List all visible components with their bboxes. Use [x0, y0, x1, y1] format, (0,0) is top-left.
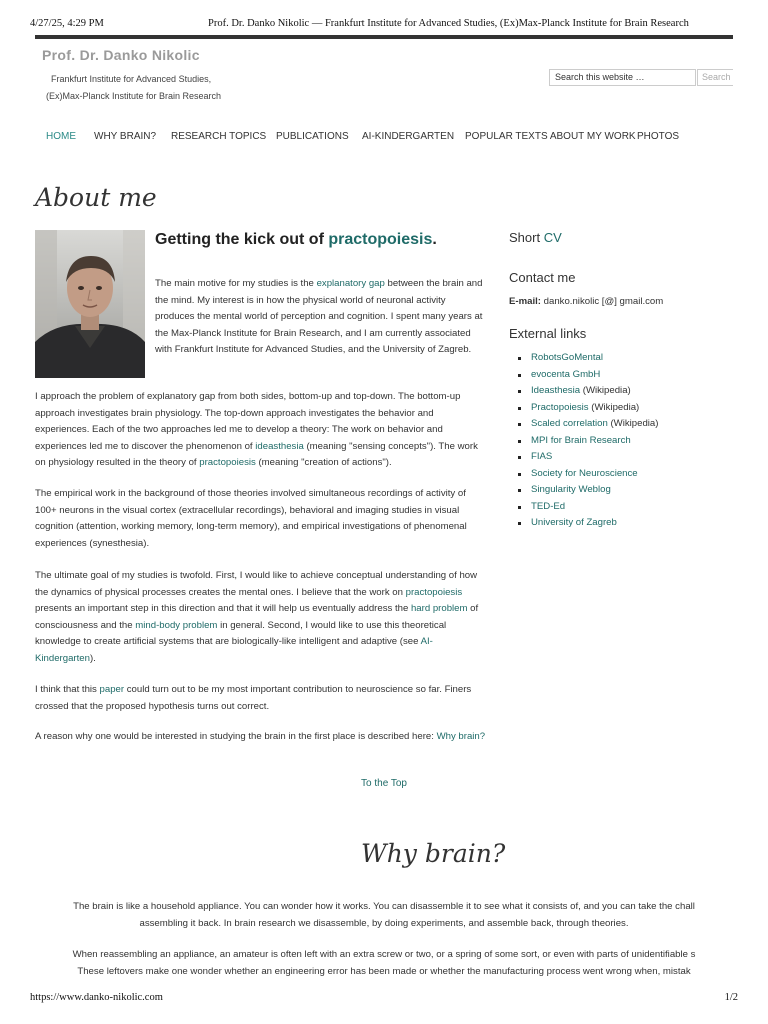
print-page-number: 1/2 [724, 992, 738, 1003]
nav-why-brain[interactable]: WHY BRAIN? [94, 131, 157, 142]
external-links-list [518, 350, 658, 532]
nav-home[interactable]: HOME [46, 131, 76, 142]
portrait-photo [35, 230, 145, 378]
external-link-item [518, 367, 658, 384]
about-paragraph-6: A reason why one would be interested in studying the brain in the first place is described here: Why brain? [35, 731, 486, 742]
external-link-item [518, 515, 658, 532]
external-link-item [518, 383, 658, 400]
inline-link-ideasthesia[interactable]: ideasthesia [255, 440, 304, 452]
cv-link[interactable]: CV [543, 230, 562, 245]
nav-popular-texts[interactable]: POPULAR TEXTS ABOUT MY WORK [465, 131, 636, 142]
headline-period: . [432, 231, 437, 248]
search-input[interactable]: Search this website … [549, 69, 696, 86]
headline-practopoiesis-link[interactable]: practopoiesis [328, 231, 433, 248]
short-cv-heading [509, 230, 562, 245]
short-cv-text: Short [509, 230, 544, 245]
link-university-zagreb[interactable]: University of Zagreb [531, 517, 617, 528]
nav-photos[interactable]: PHOTOS [637, 131, 680, 142]
why-p1-line-2: assembling it back. In brain research we disassemble, by doing experiments, and assemble back, through theories. [139, 917, 629, 929]
link-sfn[interactable]: Society for Neuroscience [531, 467, 638, 479]
contact-heading: Contact me [509, 270, 576, 285]
about-paragraph-5: I think that this paper could turn out to be my most important contribution to neuroscience so far. Finers crossed that the proposed hypothesis turns out correct. [35, 684, 472, 712]
link-note: (Wikipedia) [607, 418, 659, 429]
site-title[interactable]: Prof. Dr. Danko Nikolic [42, 47, 200, 63]
link-scaled-correlation[interactable]: Scaled correlation [531, 418, 608, 429]
print-page-title: Prof. Dr. Danko Nikolic — Frankfurt Institute for Advanced Studies, (Ex)Max-Planck Institute for Brain Research [208, 18, 689, 29]
link-singularity-weblog[interactable]: Singularity Weblog [531, 484, 611, 495]
link-robotsgomental[interactable]: RobotsGoMental [531, 352, 603, 363]
external-link-item [518, 400, 658, 417]
about-paragraph-2: I approach the problem of explanatory gap from both sides, bottom-up and top-down. The bottom-up approach investigates brain physiology. The top-down approach investigates the behavior and experiences. Each of the two approaches led me to develop a theory: The work on behavior and experiences led me to discover the phenomenon of ideasthesia (meaning "sensing concepts"). The work on physiology resulted in the theory of practopoiesis (meaning "creation of actions"). [35, 391, 478, 468]
link-note: (Wikipedia) [580, 385, 631, 396]
about-paragraph-4: The ultimate goal of my studies is twofold. First, I would like to achieve conceptual understanding of how the dynamics of physical processes creates the mental ones. I believe that the work on practopoiesis presents an important step in this direction and that it will help us eventually address the hard problem of consciousness and the mind-body problem in general. Second, I would like to use this theoretical knowledge to create artificial systems that are biologically-like intelligent and adaptive (see AI-Kindergarten). [35, 570, 479, 664]
about-headline [155, 231, 437, 249]
link-practopoiesis[interactable]: Practopoiesis [531, 401, 589, 413]
inline-link-explanatory-gap[interactable]: explanatory gap [316, 278, 385, 289]
why-brain-heading: Why brain? [361, 839, 506, 868]
to-top-row [0, 778, 768, 789]
why-paragraph-2 [35, 947, 733, 980]
inline-link-practopoiesis[interactable]: practopoiesis [405, 586, 463, 598]
email-label: E-mail: [509, 296, 541, 307]
inline-link-ai-kindergarten[interactable]: AI-Kindergarten [35, 636, 433, 664]
link-ideasthesia[interactable]: Ideasthesia [531, 385, 581, 396]
why-paragraph-1 [35, 899, 733, 932]
external-links-heading: External links [509, 326, 587, 341]
about-paragraph-3: The empirical work in the background of those theories involved simultaneous recordings of activity of 100+ neurons in the visual cortex (extracellular recordings), behavioral and imaging studies in visual cognition (attention, working memory, long-term memory), and empirical investigations of phenomenal experiences (synesthesia). [35, 488, 467, 549]
external-link-item [518, 350, 658, 367]
external-link-item [518, 466, 658, 483]
external-link-item [518, 416, 658, 433]
print-url: https://www.danko-nikolic.com [30, 992, 163, 1003]
to-top-link[interactable]: To the Top [361, 778, 407, 789]
nav-publications[interactable]: PUBLICATIONS [276, 131, 349, 142]
link-evocenta[interactable]: evocenta GmbH [531, 368, 601, 380]
inline-link-why-brain[interactable]: Why brain? [436, 731, 486, 742]
external-link-item [518, 433, 658, 450]
inline-link-hard-problem[interactable]: hard problem [410, 603, 468, 614]
email-value: danko.nikolic [@] gmail.com [543, 296, 664, 307]
headline-text: Getting the kick out of [155, 231, 329, 248]
why-p1-line-1: The brain is like a household appliance. You can wonder how it works. You can disassemble it to see what it consists of, and you can take the chall [73, 901, 695, 912]
external-link-item [518, 449, 658, 466]
link-ted-ed[interactable]: TED-Ed [531, 500, 566, 512]
external-link-item [518, 499, 658, 516]
about-heading: About me [35, 183, 157, 212]
header-rule [35, 35, 733, 39]
nav-research-topics[interactable]: RESEARCH TOPICS [171, 131, 267, 142]
site-tagline-2: (Ex)Max-Planck Institute for Brain Research [46, 91, 222, 101]
contact-email [509, 296, 663, 307]
external-link-item [518, 482, 658, 499]
about-paragraph-1: The main motive for my studies is the explanatory gap between the brain and the mind. My interest is in how the physical world of neuronal activity produces the mental world of perception and cognition. I spent many years at the Max-Planck Institute for Brain Research, and I am currently associated with Frankfurt Institute for Advanced Studies, and the University of Zagreb. [155, 278, 483, 355]
link-note: (Wikipedia) [588, 401, 640, 413]
inline-link-mind-body-problem[interactable]: mind-body problem [135, 619, 218, 631]
inline-link-paper[interactable]: paper [99, 684, 125, 695]
search-button[interactable]: Search [697, 69, 733, 86]
inline-link-practopoiesis[interactable]: practopoiesis [199, 457, 256, 468]
link-mpi[interactable]: MPI for Brain Research [531, 434, 631, 446]
print-datetime: 4/27/25, 4:29 PM [30, 18, 104, 29]
site-tagline-1: Frankfurt Institute for Advanced Studies, [51, 74, 212, 84]
why-p2-line-1: When reassembling an appliance, an amateur is often left with an extra screw or two, or a spring of some sort, or even with parts of unidentifiable s [72, 949, 696, 960]
why-p2-line-2: These leftovers make one wonder whether an engineering error has been made or whether the manufacturing process went wrong when, mistak [77, 965, 691, 977]
nav-ai-kindergarten[interactable]: AI-KINDERGARTEN [362, 131, 455, 142]
link-fias[interactable]: FIAS [531, 451, 553, 462]
